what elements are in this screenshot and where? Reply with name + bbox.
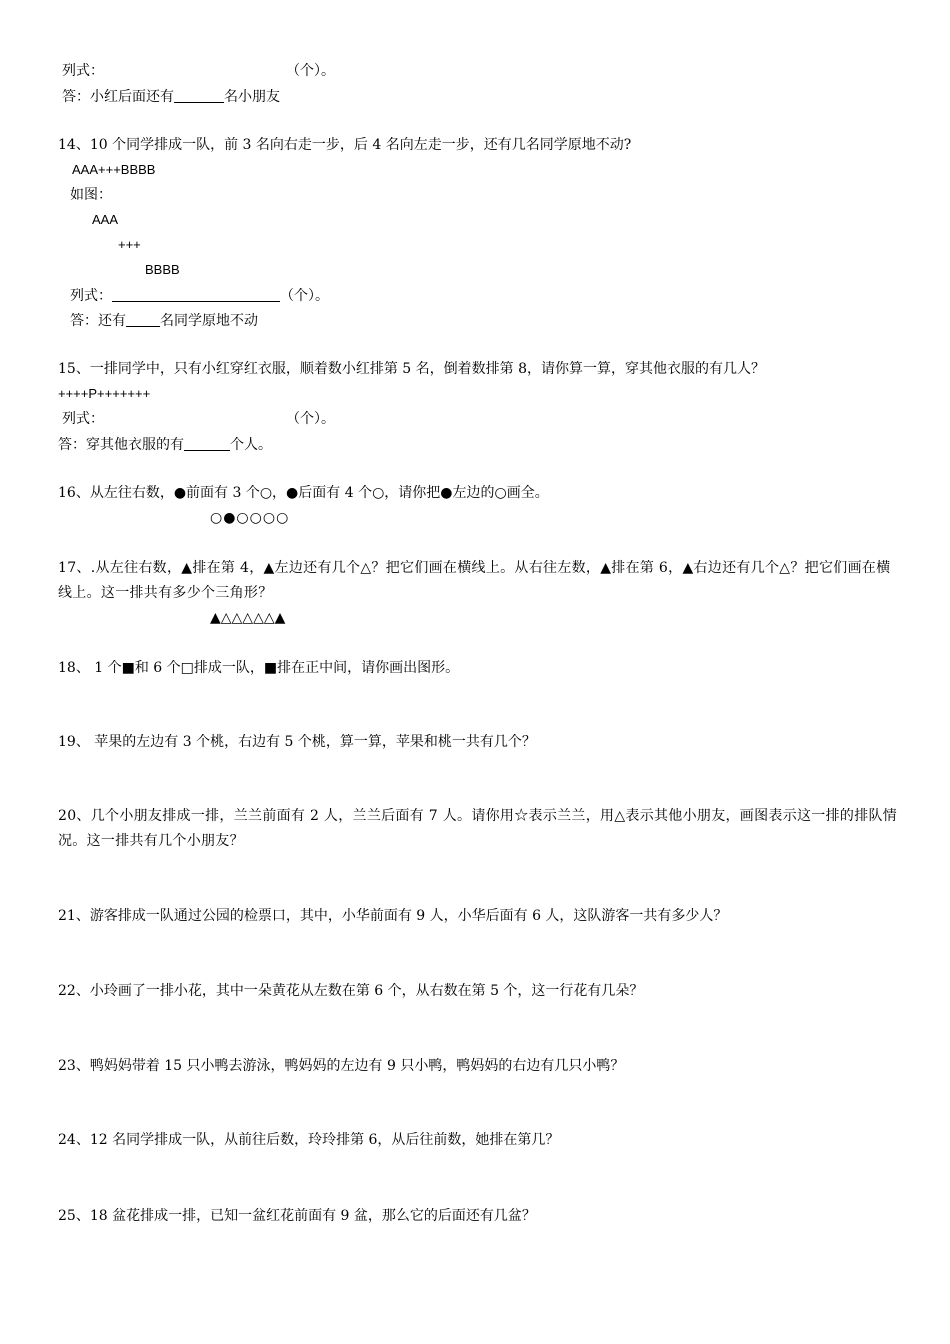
q14-figure-row-2: +++: [118, 237, 141, 252]
q14-formula-blank[interactable]: [112, 285, 280, 302]
q17-figure: ▲△△△△△▲: [210, 610, 286, 626]
q19-question: 19、 苹果的左边有 3 个桃，右边有 5 个桃，算一算，苹果和桃一共有几个？: [58, 734, 536, 750]
q16-figure: ○●○○○○: [210, 510, 290, 526]
q14-question: 14、10 个同学排成一队，前 3 名向右走一步，后 4 名向左走一步，还有几名同学原地不动?: [58, 137, 632, 153]
q15-answer: [58, 434, 272, 455]
q14-figure-row-1: AAA: [92, 212, 119, 227]
q14-answer: [70, 310, 258, 331]
q15-unit: （个）。: [286, 411, 335, 427]
q16-question: 16、从左往右数，●前面有 3 个○，●后面有 4 个○，请你把●左边的○画全。: [58, 485, 549, 501]
q21-question: 21、游客排成一队通过公园的检票口，其中，小华前面有 9 人，小华后面有 6 人，这队游客一共有多少人？: [58, 908, 728, 924]
q23-question: 23、鸭妈妈带着 15 只小鸭去游泳，鸭妈妈的左边有 9 只小鸭，鸭妈妈的右边有几只小鸭？: [58, 1058, 625, 1074]
q14-answer-blank[interactable]: [126, 310, 160, 327]
q25-question: 25、18 盆花排成一排，已知一盆红花前面有 9 盆，那么它的后面还有几盆？: [58, 1208, 536, 1224]
q18-question: 18、 1 个■和 6 个□排成一队，■排在正中间，请你画出图形。: [58, 660, 460, 676]
q14-formula: [70, 285, 329, 306]
q15-answer-suffix: 个人。: [230, 437, 272, 453]
q13-formula-label: 列式：: [62, 63, 104, 79]
q13-answer-prefix: 答：小红后面还有: [62, 89, 174, 105]
q20-question: 20、几个小朋友排成一排，兰兰前面有 2 人，兰兰后面有 7 人。请你用☆表示兰兰，用△表示其他小朋友，画图表示这一排的排队情况。这一排共有几个小朋友？: [58, 808, 898, 849]
q13-answer: [62, 86, 280, 107]
q14-formula-label: 列式：: [70, 288, 112, 304]
q13-unit: （个）。: [286, 63, 335, 79]
q13-answer-suffix: 名小朋友: [224, 89, 280, 105]
q14-unit: （个）。: [280, 288, 329, 304]
q14-answer-prefix: 答：还有: [70, 313, 126, 329]
q24-question: 24、12 名同学排成一队，从前往后数，玲玲排第 6，从后往前数，她排在第几？: [58, 1132, 560, 1148]
q15-formula-label: 列式：: [62, 411, 104, 427]
q14-figure-label: 如图：: [70, 187, 112, 203]
q15-hint-line: ++++P+++++++: [58, 386, 151, 401]
q14-answer-suffix: 名同学原地不动: [160, 313, 258, 329]
q22-question: 22、小玲画了一排小花，其中一朵黄花从左数在第 6 个，从右数在第 5 个，这一行花有几朵？: [58, 983, 644, 999]
q14-hint-line: AAA+++BBBB: [72, 162, 156, 177]
q15-answer-prefix: 答：穿其他衣服的有: [58, 437, 184, 453]
q13-answer-blank[interactable]: [174, 86, 224, 103]
q15-question: 15、一排同学中，只有小红穿红衣服，顺着数小红排第 5 名，倒着数排第 8，请你算一算，穿其他衣服的有几人？: [58, 361, 765, 377]
q14-figure-row-3: BBBB: [145, 262, 180, 277]
q17-question: 17、.从左往右数，▲排在第 4，▲左边还有几个△？把它们画在横线上。从右往左数，▲排在第 6，▲右边还有几个△？把它们画在横线上。这一排共有多少个三角形？: [58, 560, 891, 601]
q15-answer-blank[interactable]: [184, 434, 230, 451]
